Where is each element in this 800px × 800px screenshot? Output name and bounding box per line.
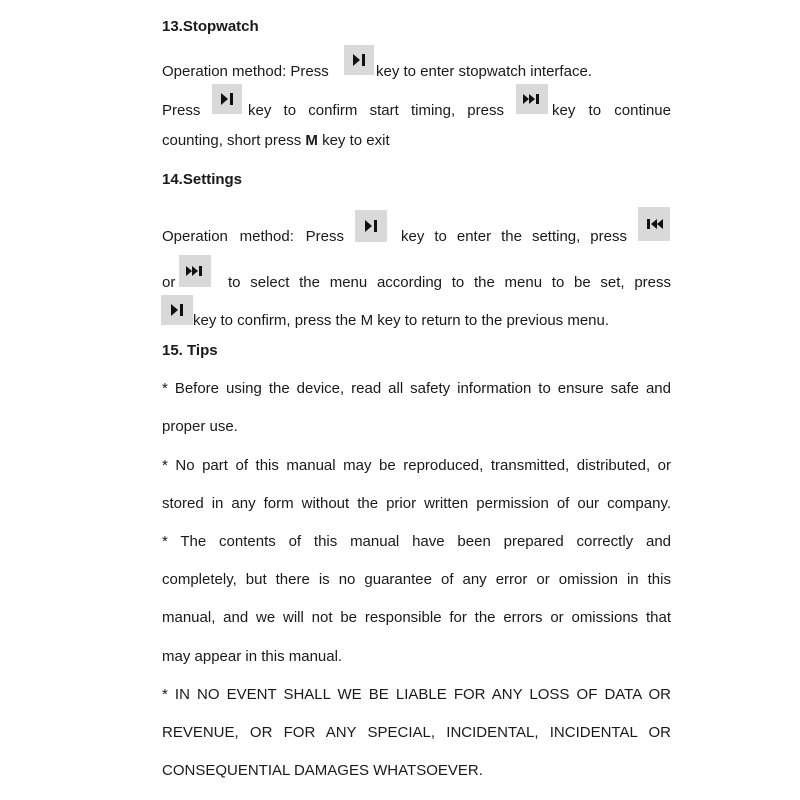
tips-line: * The contents of this manual have been prepared correctly and xyxy=(162,533,671,550)
previous-track-icon xyxy=(645,219,663,229)
previous-key xyxy=(638,207,670,241)
stopwatch-heading: 13.Stopwatch xyxy=(162,18,259,35)
next-track-icon xyxy=(186,266,204,276)
m-key-label: M xyxy=(305,132,318,149)
tips-line: * IN NO EVENT SHALL WE BE LIABLE FOR ANY LOSS OF DATA OR xyxy=(162,686,671,703)
settings-line2-end: to select the menu according to the menu to be set, press xyxy=(228,274,671,291)
settings-line1-end: key to enter the setting, press xyxy=(401,228,627,245)
stopwatch-line1-start: Operation method: Press xyxy=(162,63,329,80)
stopwatch-line3-end: key to exit xyxy=(322,132,390,149)
tips-line: stored in any form without the prior written permission of our company. xyxy=(162,495,671,512)
next-key xyxy=(516,84,548,114)
play-pause-key xyxy=(161,295,193,325)
play-pause-icon xyxy=(352,54,366,66)
play-pause-key xyxy=(355,210,387,242)
settings-line3: key to confirm, press the M key to return to the previous menu. xyxy=(193,312,610,329)
next-track-icon xyxy=(523,94,541,104)
settings-heading: 14.Settings xyxy=(162,171,243,188)
play-pause-key xyxy=(212,84,242,114)
tips-line: * Before using the device, read all safety information to ensure safe and xyxy=(162,380,671,397)
settings-line1-start: Operation method: Press xyxy=(162,228,344,245)
play-pause-icon xyxy=(364,220,378,232)
tips-line: * No part of this manual may be reproduced, transmitted, distributed, or xyxy=(162,457,671,474)
tips-heading: 15. Tips xyxy=(162,342,218,359)
stopwatch-line3 xyxy=(162,131,390,151)
stopwatch-line3-start: counting, short press xyxy=(162,132,302,149)
stopwatch-line1-end: key to enter stopwatch interface. xyxy=(376,63,592,80)
stopwatch-line2-start: Press xyxy=(162,102,201,119)
play-pause-icon xyxy=(170,304,184,316)
stopwatch-line2-middle: key to confirm start timing, press xyxy=(248,102,504,119)
play-pause-icon xyxy=(220,93,234,105)
tips-line: manual, and we will not be responsible for the errors or omissions that xyxy=(162,609,671,626)
play-pause-key xyxy=(344,45,374,75)
stopwatch-line2-end: key to continue xyxy=(552,102,671,119)
next-key xyxy=(179,255,211,287)
tips-line: REVENUE, OR FOR ANY SPECIAL, INCIDENTAL, INCIDENTAL OR xyxy=(162,724,671,741)
tips-line: CONSEQUENTIAL DAMAGES WHATSOEVER. xyxy=(162,762,483,779)
tips-line: completely, but there is no guarantee of any error or omission in this xyxy=(162,571,671,588)
settings-line2-start: or xyxy=(162,274,176,291)
tips-line: proper use. xyxy=(162,418,238,435)
tips-line: may appear in this manual. xyxy=(162,648,343,665)
